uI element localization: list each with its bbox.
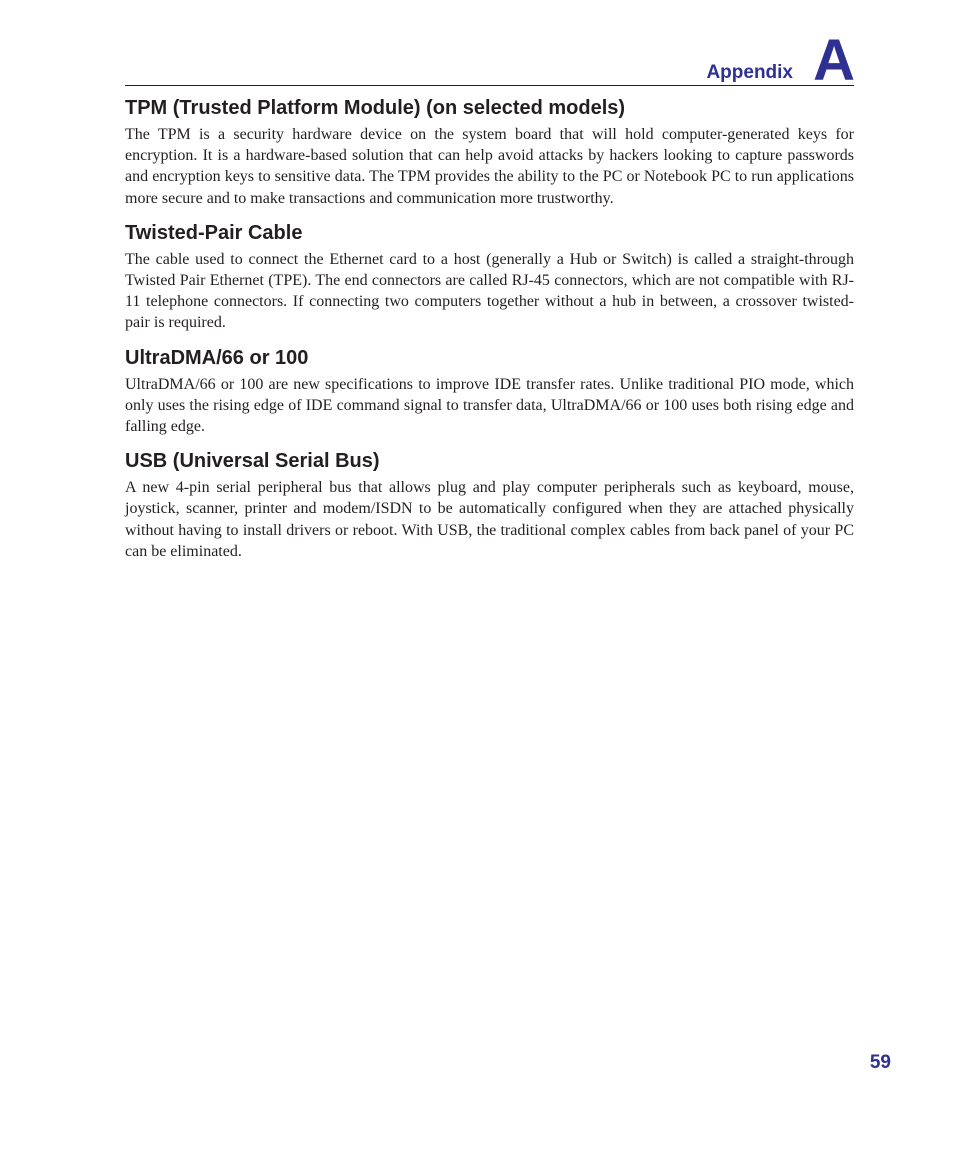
section-title: USB (Universal Serial Bus) <box>125 450 380 473</box>
section-usb <box>125 447 854 562</box>
page-header <box>125 27 854 93</box>
section-title: Twisted-Pair Cable <box>125 221 303 244</box>
page-number: 59 <box>869 1052 891 1073</box>
section-title: TPM (Trusted Platform Module) (on selected models) <box>125 97 626 119</box>
section-body: The cable used to connect the Ethernet card to a host (generally a Hub or Switch) is called a straight-through Twisted Pair Ethernet (TPE). The end connectors are called RJ-45 connectors, which are not compatible with RJ-11 telephone connectors. If connecting two computers together without a hub in between, a crossover twisted-pair is required. <box>125 250 854 332</box>
section-body: UltraDMA/66 or 100 are new specifications to improve IDE transfer rates. Unlike traditional PIO mode, which only uses the rising edge of IDE command signal to transfer data, UltraDMA/66 or 100 uses both rising edge and falling edge. <box>125 375 854 436</box>
section-tpm <box>125 94 854 209</box>
page-content <box>125 94 854 572</box>
section-title: UltraDMA/66 or 100 <box>125 346 309 369</box>
section-body: The TPM is a security hardware device on the system board that will hold computer-generated keys for encryption. It is a hardware-based solution that can help avoid attacks by hackers looking to capture passwords and encryption keys to sensitive data. The TPM provides the ability to the PC or Notebook PC to run applications more secure and to make transactions and communication more trustworthy. <box>125 126 854 207</box>
section-ultradma <box>125 344 854 438</box>
chapter-label: Appendix <box>706 62 793 83</box>
chapter-letter: A <box>813 27 854 93</box>
section-twisted-pair <box>125 219 854 334</box>
section-body: A new 4-pin serial peripheral bus that allows plug and play computer peripherals such as keyboard, mouse, joystick, scanner, printer and modem/ISDN to be automatically configured when they are attached physically without having to install drivers or reboot. With USB, the traditional complex cables from back panel of your PC can be eliminated. <box>125 479 854 560</box>
